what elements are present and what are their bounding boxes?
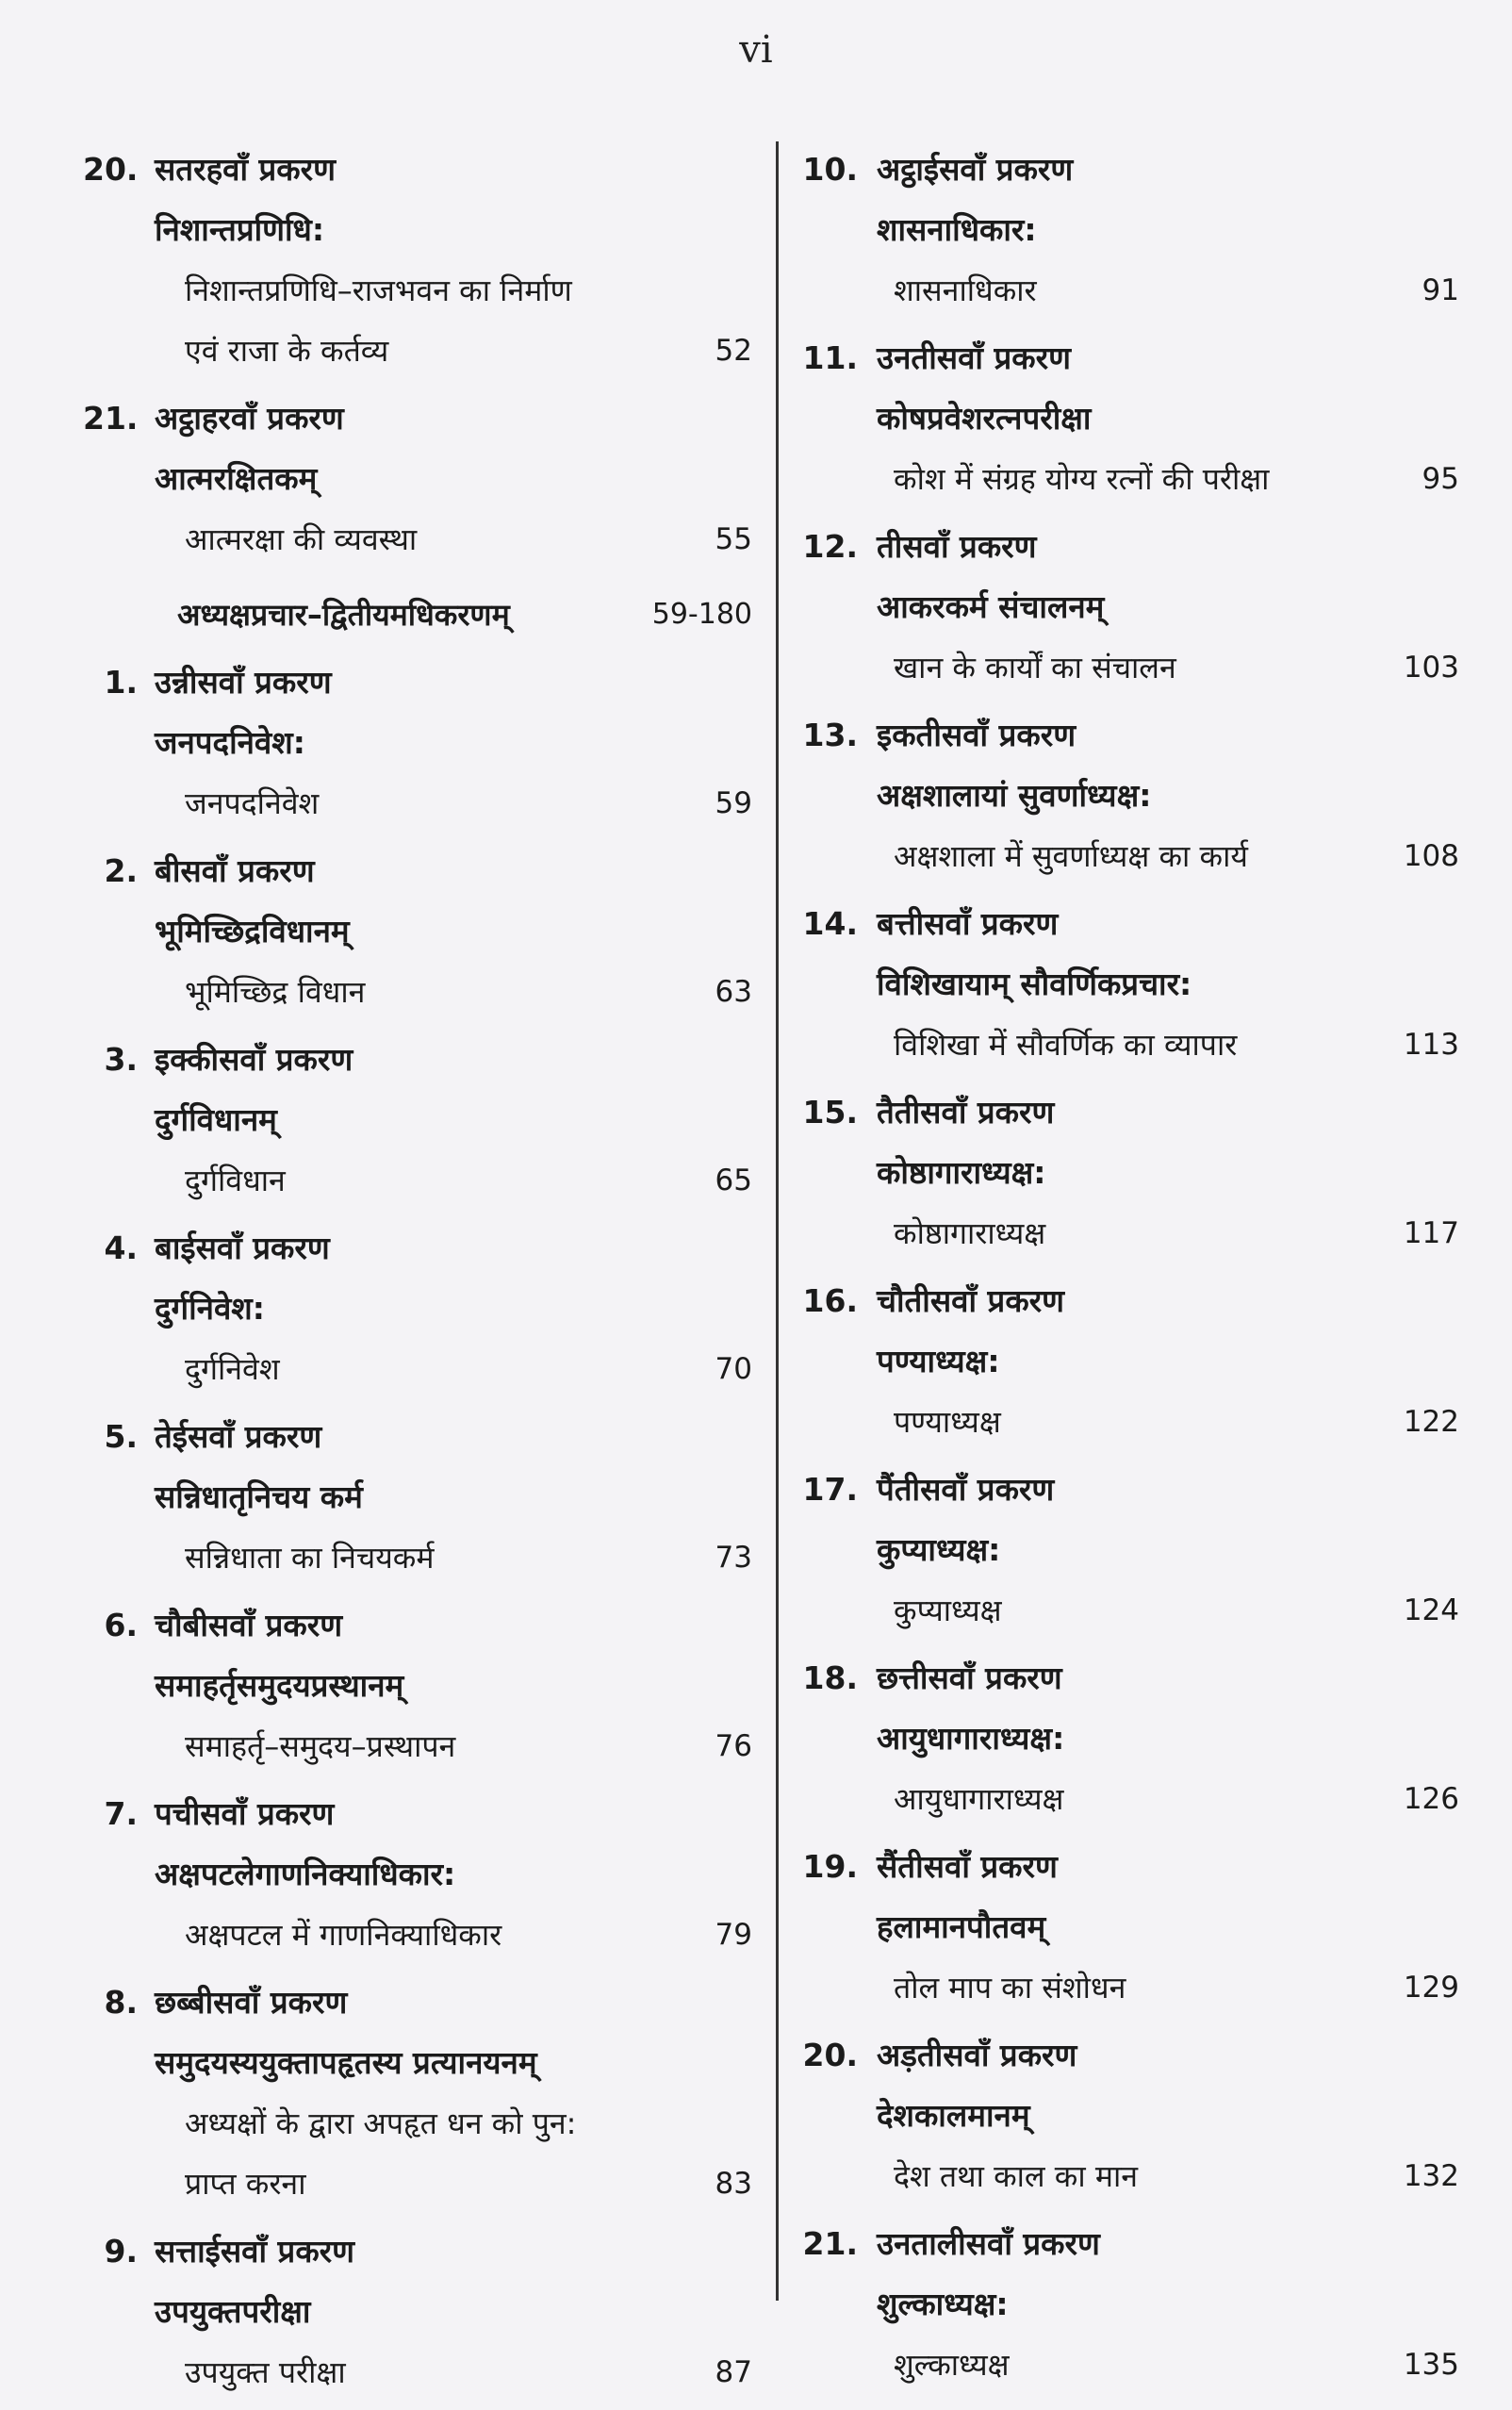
hindi-description: उपयुक्त परीक्षा bbox=[185, 2354, 346, 2390]
sanskrit-title: पण्याध्यक्ष: bbox=[877, 1343, 1000, 1379]
toc-entry bbox=[799, 1082, 1459, 1263]
entry-number: 15. bbox=[802, 1094, 858, 1131]
sanskrit-title: आत्मरक्षितकम् bbox=[155, 460, 318, 497]
hindi-description: कुप्याध्यक्ष bbox=[894, 1593, 1002, 1628]
page-ref: 70 bbox=[715, 1352, 752, 1386]
chapter-title: पचीसवाँ प्रकरण bbox=[155, 1795, 335, 1832]
toc-entry bbox=[799, 140, 1459, 321]
chapter-title: सैंतीसवाँ प्रकरण bbox=[877, 1848, 1058, 1885]
hindi-description: भूमिच्छिद्र विधान bbox=[185, 974, 366, 1010]
page-ref: 129 bbox=[1403, 1971, 1459, 2005]
hindi-description: आयुधागाराध्यक्ष bbox=[894, 1781, 1064, 1817]
sanskrit-title: शासनाधिकार: bbox=[877, 211, 1037, 248]
page-ref: 52 bbox=[715, 334, 752, 368]
section-title: अध्यक्षप्रचार–द्वितीयमधिकरणम् bbox=[177, 597, 510, 633]
hindi-description: शुल्काध्यक्ष bbox=[894, 2347, 1010, 2383]
entry-number: 8. bbox=[104, 1984, 138, 2021]
sanskrit-title: अक्षपटलेगाणनिक्याधिकार: bbox=[155, 1856, 456, 1892]
toc-entry bbox=[799, 705, 1459, 886]
entry-number: 13. bbox=[802, 717, 858, 753]
toc-entry bbox=[799, 1837, 1459, 2018]
sanskrit-title: आयुधागाराध्यक्ष: bbox=[877, 1720, 1065, 1757]
chapter-title: चौतीसवाँ प्रकरण bbox=[877, 1282, 1065, 1319]
toc-entry bbox=[83, 1973, 752, 2214]
page-ref: 95 bbox=[1422, 462, 1459, 496]
chapter-title: इक्कीसवाँ प्रकरण bbox=[155, 1041, 353, 1078]
toc-entry bbox=[83, 388, 752, 569]
sanskrit-title: कोष्ठागाराध्यक्ष: bbox=[877, 1154, 1046, 1191]
hindi-description: खान के कार्यों का संचालन bbox=[894, 650, 1176, 685]
sanskrit-title: निशान्तप्रणिधि: bbox=[155, 211, 325, 248]
entry-number: 14. bbox=[802, 905, 858, 942]
entry-number: 2. bbox=[104, 852, 138, 889]
toc-entry bbox=[799, 328, 1459, 509]
toc-left-column bbox=[83, 140, 752, 2410]
toc-right-column bbox=[799, 140, 1459, 2402]
chapter-title: इकतीसवाँ प्रकरण bbox=[877, 717, 1076, 753]
entry-number: 1. bbox=[104, 664, 138, 701]
toc-entry bbox=[83, 1407, 752, 1588]
chapter-title: पैंतीसवाँ प्रकरण bbox=[877, 1471, 1055, 1508]
chapter-title: अट्ठाहरवाँ प्रकरण bbox=[155, 400, 344, 437]
page-ref: 103 bbox=[1403, 651, 1459, 685]
chapter-title: उन्नीसवाँ प्रकरण bbox=[155, 664, 332, 701]
toc-entry bbox=[799, 894, 1459, 1075]
entry-number: 9. bbox=[104, 2233, 138, 2270]
chapter-title: अड़तीसवाँ प्रकरण bbox=[877, 2037, 1077, 2073]
entry-number: 18. bbox=[802, 1659, 858, 1696]
entry-number: 21. bbox=[83, 400, 139, 437]
sanskrit-title: दुर्गनिवेश: bbox=[155, 1290, 265, 1327]
hindi-description: तोल माप का संशोधन bbox=[894, 1970, 1126, 2006]
toc-entry bbox=[83, 2221, 752, 2402]
page-ref: 117 bbox=[1403, 1216, 1459, 1250]
section-heading bbox=[83, 577, 752, 652]
entry-number: 20. bbox=[83, 151, 139, 188]
page-ref: 73 bbox=[715, 1541, 752, 1575]
page-ref: 91 bbox=[1422, 273, 1459, 307]
chapter-title: उनतालीसवाँ प्रकरण bbox=[877, 2225, 1100, 2262]
hindi-description: देश तथा काल का मान bbox=[894, 2158, 1139, 2194]
sanskrit-title: जनपदनिवेश: bbox=[155, 724, 305, 761]
chapter-title: अट्ठाईसवाँ प्रकरण bbox=[877, 151, 1074, 188]
hindi-description: दुर्गनिवेश bbox=[185, 1351, 280, 1387]
entry-number: 3. bbox=[104, 1041, 138, 1078]
toc-entry bbox=[799, 2214, 1459, 2395]
section-page-range: 59-180 bbox=[651, 598, 752, 631]
sanskrit-title: समुदयस्ययुक्तापहृतस्य प्रत्यानयनम् bbox=[155, 2044, 537, 2081]
entry-number: 4. bbox=[104, 1230, 138, 1266]
toc-entry bbox=[799, 1271, 1459, 1452]
hindi-description: एवं राजा के कर्तव्य bbox=[185, 333, 389, 369]
chapter-title: तीसवाँ प्रकरण bbox=[877, 528, 1037, 565]
toc-entry bbox=[799, 2025, 1459, 2206]
sanskrit-title: देशकालमानम् bbox=[877, 2097, 1030, 2134]
sanskrit-title: कुप्याध्यक्ष: bbox=[877, 1531, 1001, 1568]
chapter-title: तैतीसवाँ प्रकरण bbox=[877, 1094, 1055, 1131]
entry-number: 17. bbox=[802, 1471, 858, 1508]
sanskrit-title: शुल्काध्यक्ष: bbox=[877, 2286, 1009, 2322]
page-ref: 135 bbox=[1403, 2348, 1459, 2382]
hindi-description: सन्निधाता का निचयकर्म bbox=[185, 1540, 435, 1576]
page-ref: 83 bbox=[715, 2167, 752, 2201]
chapter-title: छत्तीसवाँ प्रकरण bbox=[877, 1659, 1062, 1696]
page-ref: 113 bbox=[1403, 1028, 1459, 1062]
toc-entry bbox=[83, 1784, 752, 1965]
toc-entry bbox=[799, 517, 1459, 698]
toc-entry bbox=[799, 1648, 1459, 1829]
hindi-description: कोष्ठागाराध्यक्ष bbox=[894, 1215, 1046, 1251]
entry-number: 10. bbox=[802, 151, 858, 188]
hindi-description: विशिखा में सौवर्णिक का व्यापार bbox=[894, 1027, 1238, 1063]
toc-entry bbox=[83, 1030, 752, 1211]
page-ref: 63 bbox=[715, 975, 752, 1009]
hindi-description: जनपदनिवेश bbox=[185, 785, 320, 821]
entry-number: 19. bbox=[802, 1848, 858, 1885]
sanskrit-title: कोषप्रवेशरत्नपरीक्षा bbox=[877, 400, 1092, 437]
page-ref: 122 bbox=[1403, 1405, 1459, 1439]
sanskrit-title: भूमिच्छिद्रविधानम् bbox=[155, 913, 350, 949]
hindi-description: निशान्तप्रणिधि–राजभवन का निर्माण bbox=[185, 272, 572, 308]
page-ref: 132 bbox=[1403, 2159, 1459, 2193]
toc-entry bbox=[83, 1218, 752, 1399]
hindi-description: अक्षपटल में गाणनिक्याधिकार bbox=[185, 1917, 502, 1953]
chapter-title: सत्ताईसवाँ प्रकरण bbox=[155, 2233, 355, 2270]
sanskrit-title: हलामानपौतवम् bbox=[877, 1908, 1046, 1945]
page-ref: 108 bbox=[1403, 839, 1459, 873]
hindi-description: कोश में संग्रह योग्य रत्नों की परीक्षा bbox=[894, 461, 1270, 497]
entry-number: 5. bbox=[104, 1418, 138, 1455]
toc-entry bbox=[799, 1460, 1459, 1641]
page-ref: 87 bbox=[715, 2355, 752, 2389]
chapter-title: तेईसवाँ प्रकरण bbox=[155, 1418, 322, 1455]
sanskrit-title: दुर्गविधानम् bbox=[155, 1101, 277, 1138]
sanskrit-title: सन्निधातृनिचय कर्म bbox=[155, 1478, 363, 1515]
hindi-description: पण्याध्यक्ष bbox=[894, 1404, 1001, 1440]
column-divider bbox=[776, 141, 779, 2301]
page-ref: 126 bbox=[1403, 1782, 1459, 1816]
entry-number: 11. bbox=[802, 339, 858, 376]
sanskrit-title: समाहर्तृसमुदयप्रस्थानम् bbox=[155, 1667, 404, 1704]
chapter-title: बत्तीसवाँ प्रकरण bbox=[877, 905, 1059, 942]
sanskrit-title: विशिखायाम् सौवर्णिकप्रचार: bbox=[877, 966, 1192, 1002]
page-ref: 59 bbox=[715, 786, 752, 820]
page-ref: 55 bbox=[715, 522, 752, 556]
hindi-description: अध्यक्षों के द्वारा अपहृत धन को पुन: bbox=[185, 2105, 577, 2141]
sanskrit-title: अक्षशालायां सुवर्णाध्यक्ष: bbox=[877, 777, 1152, 814]
page-ref: 79 bbox=[715, 1918, 752, 1952]
sanskrit-title: आकरकर्म संचालनम् bbox=[877, 588, 1105, 625]
hindi-description: प्राप्त करना bbox=[185, 2166, 306, 2202]
toc-entry bbox=[83, 841, 752, 1022]
chapter-title: उनतीसवाँ प्रकरण bbox=[877, 339, 1071, 376]
chapter-title: चौबीसवाँ प्रकरण bbox=[155, 1607, 343, 1643]
page-number: vi bbox=[739, 28, 773, 72]
entry-number: 12. bbox=[802, 528, 858, 565]
hindi-description: दुर्गविधान bbox=[185, 1163, 286, 1198]
hindi-description: शासनाधिकार bbox=[894, 272, 1037, 308]
page-ref: 124 bbox=[1403, 1593, 1459, 1627]
hindi-description: समाहर्तृ–समुदय–प्रस्थापन bbox=[185, 1728, 456, 1764]
entry-number: 7. bbox=[104, 1795, 138, 1832]
chapter-title: बीसवाँ प्रकरण bbox=[155, 852, 315, 889]
entry-number: 6. bbox=[104, 1607, 138, 1643]
chapter-title: छब्बीसवाँ प्रकरण bbox=[155, 1984, 348, 2021]
entry-number: 20. bbox=[802, 2037, 858, 2073]
entry-number: 21. bbox=[802, 2225, 858, 2262]
hindi-description: अक्षशाला में सुवर्णाध्यक्ष का कार्य bbox=[894, 838, 1248, 874]
entry-number: 16. bbox=[802, 1282, 858, 1319]
toc-entry bbox=[83, 652, 752, 834]
sanskrit-title: उपयुक्तपरीक्षा bbox=[155, 2293, 311, 2330]
toc-entry bbox=[83, 140, 752, 381]
page-ref: 65 bbox=[715, 1164, 752, 1197]
chapter-title: सतरहवाँ प्रकरण bbox=[155, 151, 336, 188]
hindi-description: आत्मरक्षा की व्यवस्था bbox=[185, 521, 418, 557]
toc-entry bbox=[83, 1595, 752, 1776]
chapter-title: बाईसवाँ प्रकरण bbox=[155, 1230, 330, 1266]
page-ref: 76 bbox=[715, 1729, 752, 1763]
